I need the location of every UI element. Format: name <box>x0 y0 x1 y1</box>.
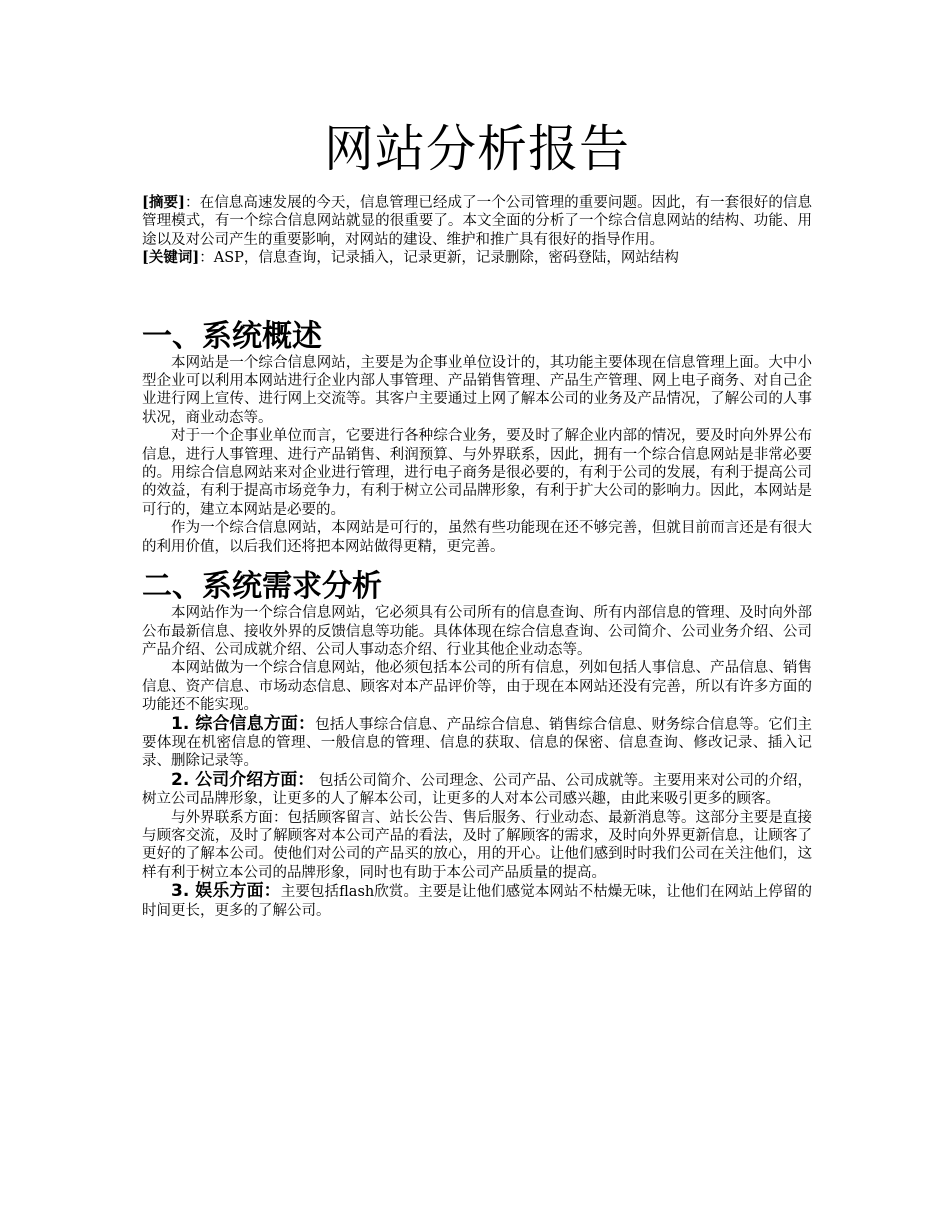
requirement-item-2-contact: 与外界联系方面：包括顾客留言、站长公告、售后服务、行业动态、最新消息等。这部分主要是直接与顾客交流，及时了解顾客对本公司产品的看法，及时了解顾客的需求，及时向外界更新信息，让顾客了更好的了解本公司。使他们对公司的产品买的放心，用的开心。让他们感到时时我们公司在关注他们，这样有利于树立本公司的品牌形象，同时也有助于本公司产品质量的提高。 <box>142 809 812 881</box>
item-2-text: 包括公司简介、公司理念、公司产品、公司成就等。主要用来对公司的介绍，树立公司品牌形象，让更多的人了解本公司，让更多的人对本公司感兴趣，由此来吸引更多的顾客。 <box>142 772 812 808</box>
overview-paragraph-2: 对于一个企事业单位而言，它要进行各种综合业务，要及时了解企业内部的情况，要及时向外界公布信息，进行人事管理、进行产品销售、利润预算、与外界联系，因此，拥有一个综合信息网站是非常必要的。用综合信息网站来对企业进行管理，进行电子商务是很必要的，有利于公司的发展，有利于提高公司的效益，有利于提高市场竞争力，有利于树立公司品牌形象，有利于扩大公司的影响力。因此，本网站是可行的，建立本网站是必要的。 <box>142 428 812 518</box>
item-2-heading: 2. 公司介绍方面： <box>171 769 315 790</box>
overview-paragraph-1: 本网站是一个综合信息网站，主要是为企事业单位设计的，其功能主要体现在信息管理上面。大中小型企业可以利用本网站进行企业内部人事管理、产品销售管理、产品生产管理、网上电子商务、对自己企业进行网上宣传、进行网上交流等。其客户主要通过上网了解本公司的业务及产品情况，了解公司的人事状况，商业动态等。 <box>142 354 812 426</box>
requirement-item-3 <box>142 882 812 920</box>
keywords-text: ：ASP，信息查询，记录插入，记录更新，记录删除，密码登陆，网站结构 <box>199 250 679 267</box>
requirement-item-2 <box>142 771 812 809</box>
item-1-text: 包括人事综合信息、产品综合信息、销售综合信息、财务综合信息等。它们主要体现在机密信息的管理、一般信息的管理、信息的获取、信息的保密、信息查询、修改记录、插入记录、删除记录等。 <box>142 716 812 770</box>
abstract-block <box>142 194 812 268</box>
keywords-paragraph <box>142 249 812 267</box>
item-3-text: 主要包括flash欣赏。主要是让他们感觉本网站不枯燥无味，让他们在网站上停留的时间更长，更多的了解公司。 <box>142 884 812 919</box>
page-title: 网站分析报告 <box>324 120 630 178</box>
item-3-heading: 3. 娱乐方面： <box>171 881 281 902</box>
abstract-paragraph <box>142 194 812 249</box>
requirements-paragraph-2: 本网站做为一个综合信息网站，他必须包括本公司的所有信息，列如包括人事信息、产品信息、销售信息、资产信息、市场动态信息、顾客对本产品评价等，由于现在本网站还没有完善，所以有许多方面的功能还不能实现。 <box>142 660 812 714</box>
section-heading-requirements: 二、系统需求分析 <box>142 569 382 605</box>
abstract-text: ：在信息高速发展的今天，信息管理已经成了一个公司管理的重要问题。因此，有一套很好的信息管理模式，有一个综合信息网站就显的很重要了。本文全面的分析了一个综合信息网站的结构、功能、用途以及对公司产生的重要影响，对网站的建设、维护和推广具有很好的指导作用。 <box>142 195 812 248</box>
abstract-label: [摘要] <box>142 194 185 211</box>
document-page <box>142 0 812 920</box>
section-heading-overview: 一、系统概述 <box>142 318 322 354</box>
overview-paragraph-3: 作为一个综合信息网站，本网站是可行的，虽然有些功能现在还不够完善，但就目前而言还是有很大的利用价值，以后我们还将把本网站做得更精，更完善。 <box>142 520 812 555</box>
requirements-paragraph-1: 本网站作为一个综合信息网站，它必须具有公司所有的信息查询、所有内部信息的管理、及时向外部公布最新信息、接收外界的反馈信息等功能。具体体现在综合信息查询、公司简介、公司业务介绍、公司产品介绍、公司成就介绍、公司人事动态介绍、行业其他企业动态等。 <box>142 605 812 658</box>
requirement-item-1 <box>142 715 812 771</box>
keywords-label: [关键词] <box>142 249 200 267</box>
item-1-heading: 1. 综合信息方面： <box>171 713 316 734</box>
